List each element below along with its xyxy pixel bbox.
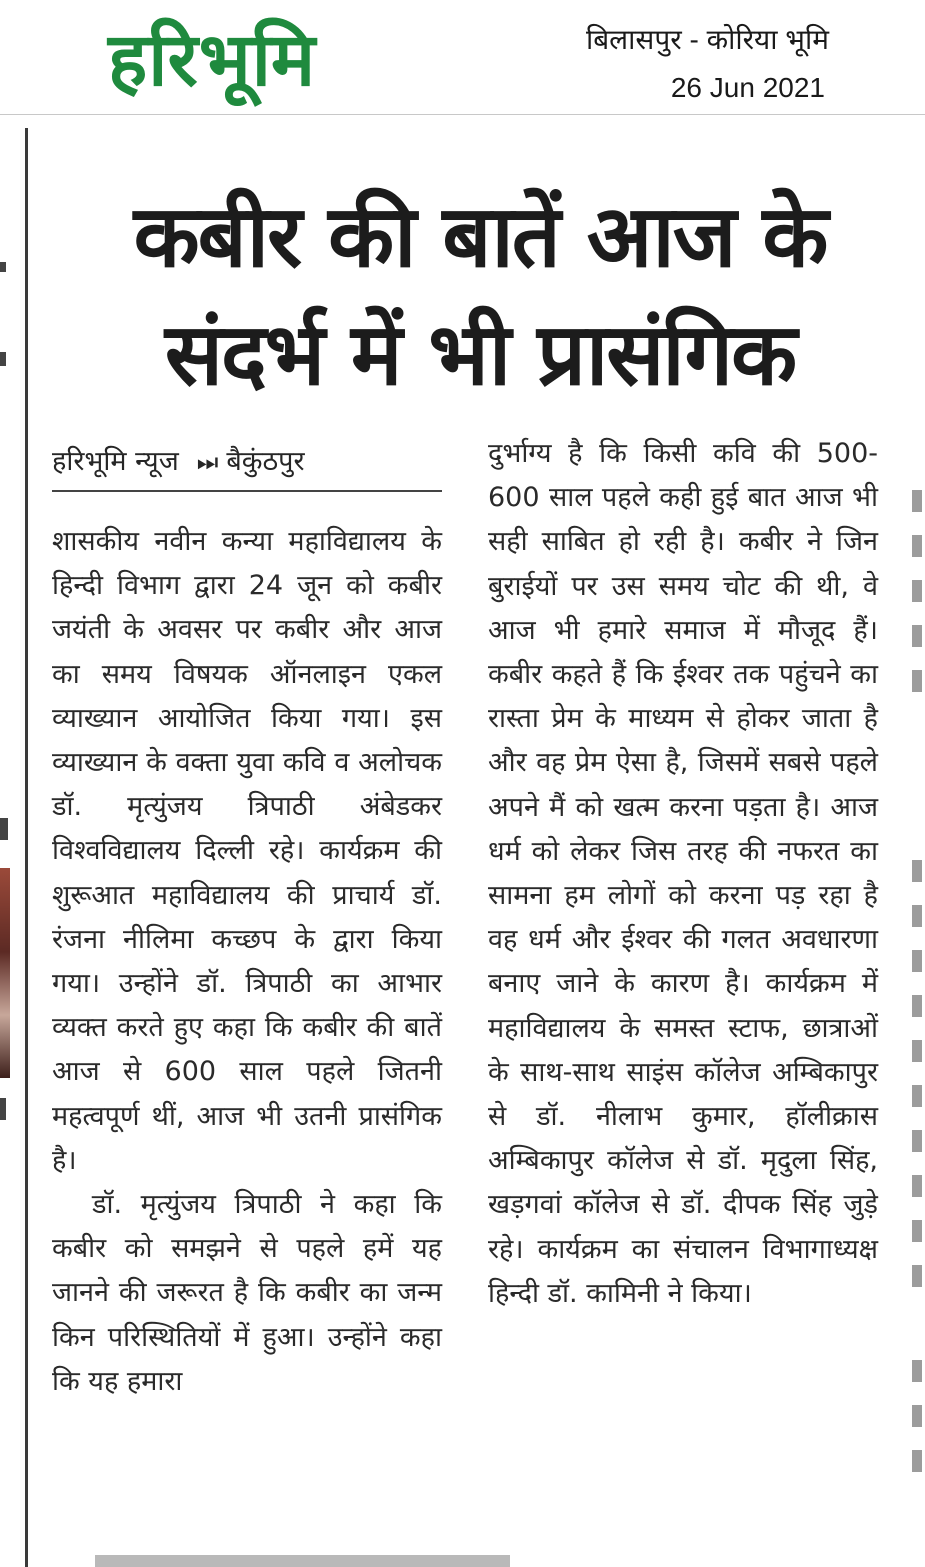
article-paragraph: डॉ. मृत्युंजय त्रिपाठी ने कहा कि कबीर को समझने से पहले हमें यह जानने की जरूरत है कि कबीर का जन्म किन परिस्थितियों में हुआ। उन्होंने कहा कि यह हमारा — [52, 1189, 442, 1397]
headline-line-1: कबीर की बातें आज के — [133, 187, 827, 287]
adjacent-column-fragment — [0, 262, 6, 272]
column-divider — [25, 128, 28, 1567]
headline-line-2: संदर्भ में भी प्रासंगिक — [164, 305, 796, 405]
byline-source: हरिभूमि न्यूज — [52, 446, 179, 477]
article-column-2 — [488, 432, 878, 1316]
article-headline — [60, 178, 900, 414]
article-paragraph: शासकीय नवीन कन्या महाविद्यालय के हिन्दी विभाग द्वारा 24 जून को कबीर जयंती के अवसर पर कबीर और आज का समय विषयक ऑनलाइन एकल व्याख्यान आयोजित किया गया। इस व्याख्यान के वक्ता युवा कवि व अलोचक डॉ. मृत्युंजय त्रिपाठी अंबेडकर विश्वविद्यालय दिल्ली रहे। कार्यक्रम की शुरूआत महाविद्यालय की प्राचार्य डॉ. रंजना नीलिमा कच्छप के द्वारा किया गया। उन्होंने डॉ. त्रिपाठी का आभार व्यक्त करते हुए कहा कि कबीर की बातें आज से 600 साल पहले जितनी महत्वपूर्ण थीं, आज भी उतनी प्रासंगिक है। — [52, 526, 442, 1176]
newspaper-logo: हरिभूमि — [108, 17, 317, 103]
adjacent-column-fragment — [0, 818, 8, 840]
fast-forward-icon: ⏭ — [196, 448, 219, 476]
byline-place: बैकुंठपुर — [226, 446, 305, 477]
edition-name: बिलासपुर - कोरिया भूमि — [585, 24, 829, 55]
masthead — [0, 0, 925, 115]
adjacent-column-fragment — [0, 1098, 6, 1120]
adjacent-photo-fragment — [0, 868, 10, 1078]
adjacent-column-fragment-right — [912, 480, 925, 1490]
edition-date: 26 Jun 2021 — [670, 72, 825, 103]
next-article-headline-fragment — [518, 1530, 925, 1567]
article-column-1 — [52, 520, 442, 1404]
article-paragraph: दुर्भाग्य है कि किसी कवि की 500-600 साल पहले कही हुई बात आज भी सही साबित हो रही है। कबीर ने जिन बुराईयों पर उस समय चोट की थी, वे आज भी हमारे समाज में मौजूद हैं। कबीर कहते हैं कि ईश्वर तक पहुंचने का रास्ता प्रेम के माध्यम से होकर जाता है और वह प्रेम ऐसा है, जिसमें सबसे पहले अपने मैं को खत्म करना पड़ता है। आज धर्म को लेकर जिस तरह की नफरत का सामना हम लोगों को करना पड़ रहा है वह धर्म और ईश्वर की गलत अवधारणा बनाए जाने के कारण है। कार्यक्रम में महाविद्यालय के समस्त स्टाफ, छात्राओं के साथ-साथ साइंस कॉलेज अम्बिकापुर से डॉ. नीलाभ कुमार, हॉलीक्रास अम्बिकापुर कॉलेज से डॉ. मृदुला सिंह, खड़गवां कॉलेज से डॉ. दीपक सिंह जुड़े रहे। कार्यक्रम का संचालन विभागाध्यक्ष हिन्दी डॉ. कामिनी ने किया। — [488, 438, 878, 1309]
byline — [52, 440, 442, 492]
next-article-rule — [95, 1555, 510, 1567]
adjacent-column-fragment — [0, 352, 6, 366]
